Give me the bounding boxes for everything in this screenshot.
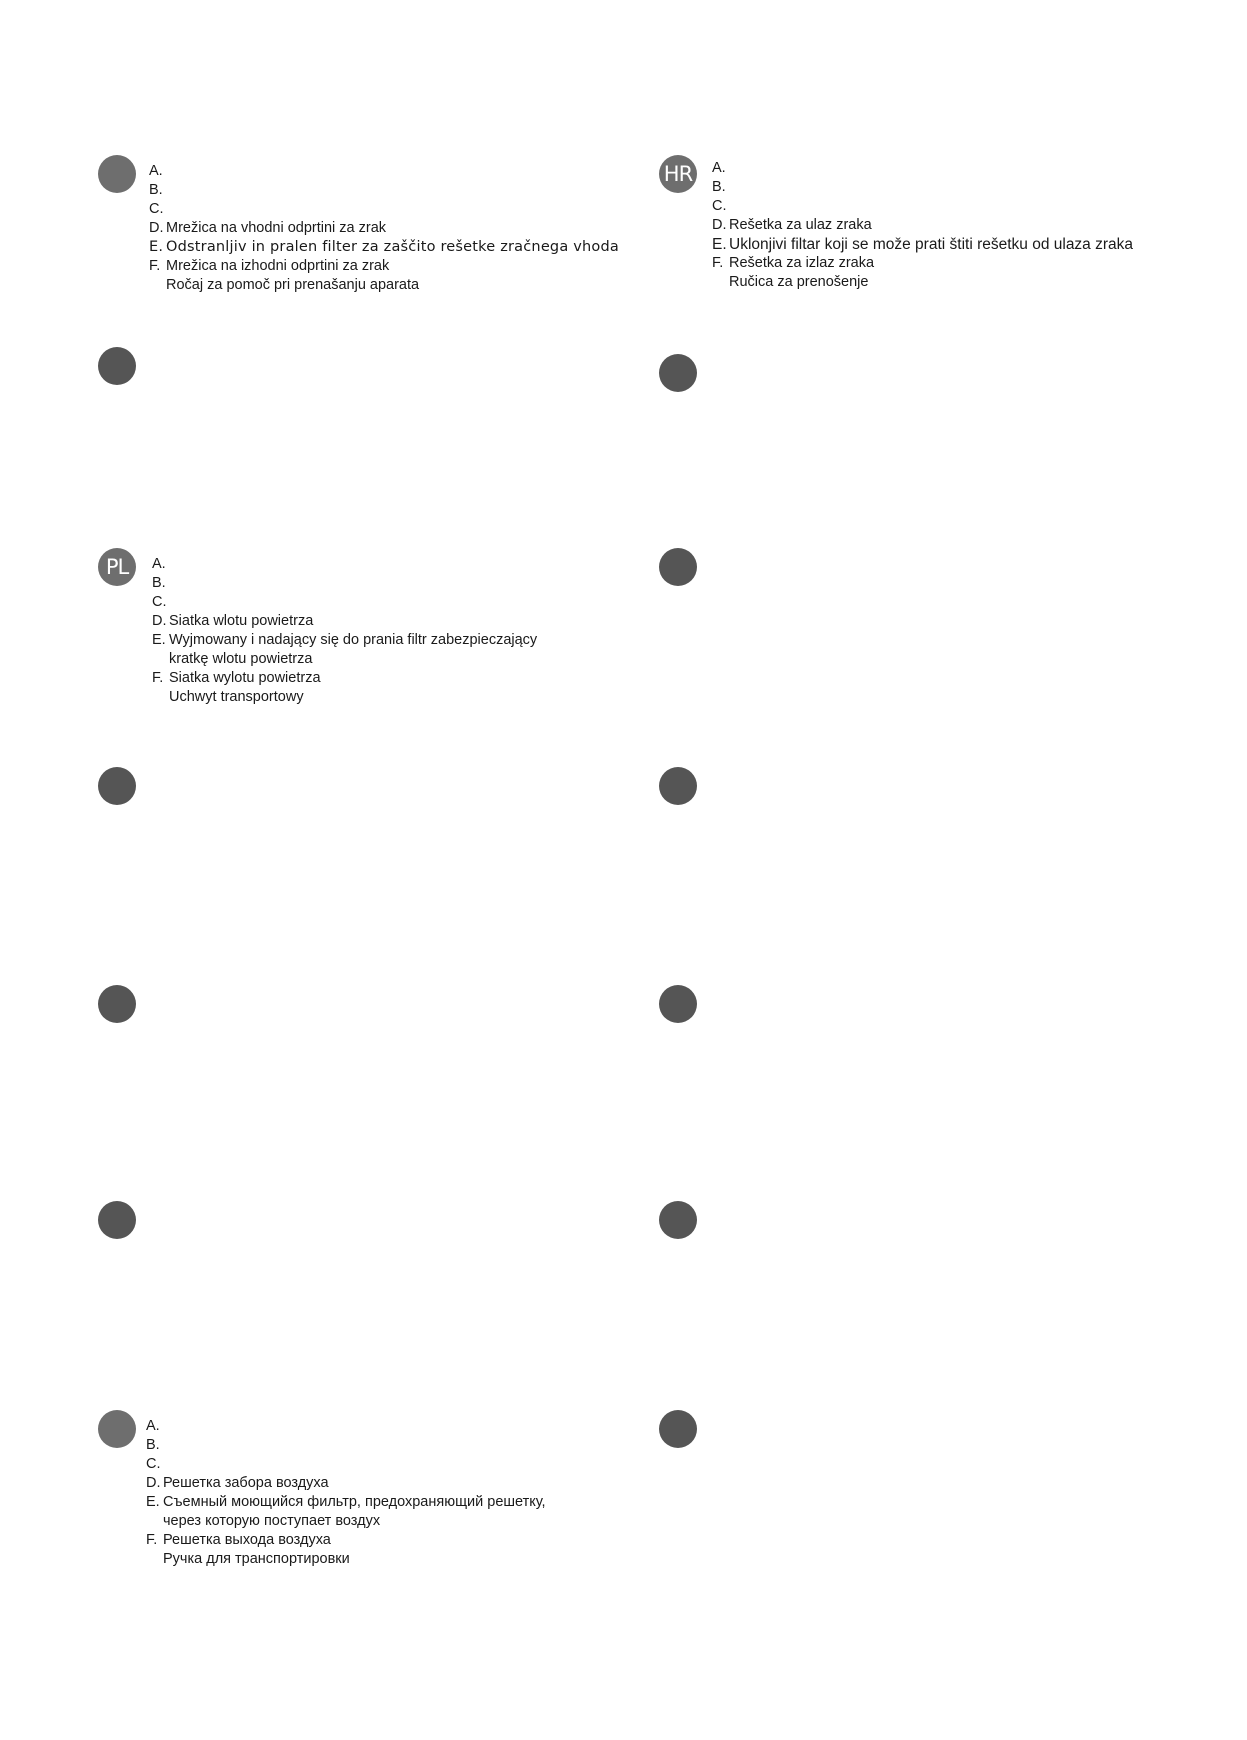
- legend-item-handle: Ручка для транспортировки: [163, 1551, 350, 1567]
- legend-label: E.: [712, 236, 727, 253]
- legend-item-handle: Ručica za prenošenje: [729, 274, 869, 290]
- legend-label: E.: [152, 632, 166, 648]
- legend-hr: [712, 159, 1133, 292]
- legend-label: F.: [149, 258, 161, 274]
- legend-item-d: [152, 612, 537, 631]
- language-badge: [98, 767, 136, 805]
- language-badge: [659, 548, 697, 586]
- language-badge-pl: PL: [98, 548, 136, 586]
- legend-ru: [146, 1417, 546, 1569]
- language-badge: [659, 985, 697, 1023]
- language-badge: [659, 354, 697, 392]
- legend-item-e: [712, 235, 1133, 254]
- legend-sl: [149, 162, 619, 295]
- legend-item-b: B.: [712, 179, 726, 195]
- legend-item-d: [146, 1474, 546, 1493]
- legend-item-f: [149, 257, 619, 276]
- legend-item-c: C.: [152, 594, 167, 610]
- legend-text: Решетка выхода воздуха: [163, 1532, 331, 1548]
- legend-item-b: B.: [152, 575, 166, 591]
- legend-item-a: A.: [146, 1418, 160, 1434]
- legend-item-f: [146, 1531, 546, 1550]
- legend-text: Odstranljiv in pralen filter za zaščito rešetke zračnega vhoda: [166, 239, 619, 255]
- language-badge: [659, 767, 697, 805]
- legend-text: Mrežica na vhodni odprtini za zrak: [166, 220, 387, 236]
- legend-item-c: C.: [149, 201, 164, 217]
- legend-item-handle: Ročaj za pomoč pri prenašanju aparata: [166, 277, 420, 293]
- legend-label: E.: [146, 1494, 160, 1510]
- legend-text: Mrežica na izhodni odprtini za zrak: [166, 258, 390, 274]
- language-badge-sl: [98, 155, 136, 193]
- legend-item-e-continued: kratkę wlotu powietrza: [169, 651, 313, 667]
- language-badge-ru: [98, 1410, 136, 1448]
- legend-text: Uklonjivi filtar koji se može prati štiti rešetku od ulaza zraka: [729, 236, 1134, 253]
- legend-pl: [152, 555, 537, 707]
- legend-item-d: [149, 219, 619, 238]
- legend-item-a: A.: [149, 163, 163, 179]
- legend-label: F.: [146, 1532, 158, 1548]
- legend-item-c: C.: [712, 198, 727, 214]
- legend-label: D.: [146, 1475, 161, 1491]
- legend-text: Siatka wylotu powietrza: [169, 670, 321, 686]
- legend-label: F.: [712, 255, 724, 271]
- legend-item-f: [152, 669, 537, 688]
- legend-item-e-continued: через которую поступает воздух: [163, 1513, 381, 1529]
- legend-text: Wyjmowany i nadający się do prania filtr zabezpieczający: [169, 632, 538, 648]
- language-badge-hr: HR: [659, 155, 697, 193]
- legend-item-e: [149, 238, 619, 257]
- language-badge: [98, 347, 136, 385]
- legend-item-d: [712, 216, 1133, 235]
- language-badge: [98, 1201, 136, 1239]
- language-badge: [659, 1201, 697, 1239]
- legend-label: D.: [149, 220, 164, 236]
- legend-text: Rešetka za izlaz zraka: [729, 255, 875, 271]
- legend-text: Siatka wlotu powietrza: [169, 613, 314, 629]
- legend-item-b: B.: [146, 1437, 160, 1453]
- legend-item-handle: Uchwyt transportowy: [169, 689, 304, 705]
- legend-text: Решетка забора воздуха: [163, 1475, 329, 1491]
- legend-text: Rešetka za ulaz zraka: [729, 217, 872, 233]
- legend-item-a: A.: [712, 160, 726, 176]
- language-badge: [659, 1410, 697, 1448]
- legend-label: E.: [149, 239, 164, 255]
- legend-text: Съемный моющийся фильтр, предохраняющий решетку,: [163, 1494, 546, 1510]
- legend-item-c: C.: [146, 1456, 161, 1472]
- legend-label: D.: [712, 217, 727, 233]
- legend-item-a: A.: [152, 556, 166, 572]
- legend-item-f: [712, 254, 1133, 273]
- legend-label: D.: [152, 613, 167, 629]
- legend-item-b: B.: [149, 182, 163, 198]
- legend-item-e: [146, 1493, 546, 1512]
- language-badge: [98, 985, 136, 1023]
- legend-label: F.: [152, 670, 164, 686]
- legend-item-e: [152, 631, 537, 650]
